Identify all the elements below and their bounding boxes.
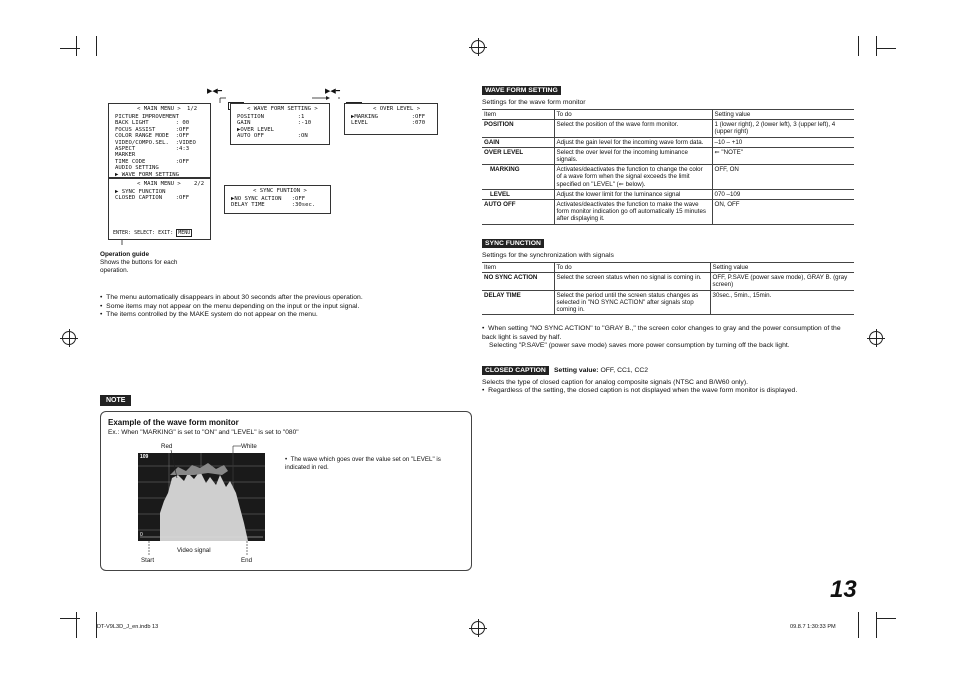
sync-function-header: SYNC FUNCTION bbox=[482, 239, 544, 248]
main-menu-page: 2/2 bbox=[194, 181, 205, 187]
callout-lines bbox=[101, 412, 471, 570]
scale-top: 109 bbox=[140, 454, 149, 460]
sync-bullet: • When setting "NO SYNC ACTION" to "GRAY B.," the screen color changes to gray and the power consumption of the back light is saved by half. Selecting "P.SAVE" (power save mode) saves more power consumption by turning off the back light. bbox=[482, 325, 841, 350]
menu-line: GAIN :-10 bbox=[237, 120, 312, 127]
closed-caption-setting: Setting value: OFF, CC1, CC2 bbox=[554, 367, 649, 374]
red-label: Red bbox=[161, 443, 173, 450]
scale-bottom: 0 bbox=[140, 532, 143, 538]
footer-right: 09.8.7 1:30:33 PM bbox=[790, 624, 836, 630]
closed-caption-text: Selects the type of closed caption for analog composite signals (NTSC and B/W60 only). bbox=[482, 379, 748, 386]
menu-line: MARKER bbox=[115, 152, 136, 159]
sync-function-table bbox=[482, 262, 854, 315]
skip-icon: ▶◀━ bbox=[325, 88, 340, 95]
left-bullets bbox=[100, 294, 480, 320]
sync-caption: Settings for the synchronization with signals bbox=[482, 252, 614, 259]
table-row: NO SYNC ACTION Select the screen status when no signal is coming in. OFF, P.SAVE (power save mode), GRAY B. (gray screen) bbox=[482, 273, 854, 290]
registration-mark-icon bbox=[869, 331, 883, 345]
menu-line: VIDEO/COMPO.SEL. :VIDEO bbox=[115, 139, 196, 146]
video-signal-label: Video signal bbox=[177, 547, 211, 554]
menu-line: ASPECT :4:3 bbox=[115, 146, 190, 153]
bullet-item: • The menu automatically disappears in about 30 seconds after the previous operation. bbox=[100, 294, 363, 301]
wave-form-setting-menu bbox=[230, 103, 330, 145]
crop-mark bbox=[876, 36, 877, 56]
crop-mark bbox=[876, 48, 896, 49]
menu-line: ▶OVER LEVEL bbox=[237, 126, 275, 133]
table-header: Setting value bbox=[710, 263, 854, 273]
menu-line: AUTO OFF :ON bbox=[237, 133, 308, 140]
menu-line: ▶MARKING :OFF bbox=[351, 114, 426, 120]
crop-mark bbox=[60, 48, 80, 49]
crop-mark bbox=[96, 36, 97, 56]
over-level-menu bbox=[344, 103, 438, 135]
wave-form-table bbox=[482, 109, 854, 225]
menu-line: ▶ WAVE FORM SETTING bbox=[115, 171, 179, 178]
bullet-item: • The items controlled by the MAKE system do not appear on the menu. bbox=[100, 311, 318, 319]
over-menu-title: < OVER LEVEL > bbox=[373, 106, 421, 112]
table-row: GAIN Adjust the gain level for the incoming wave form data. –10 – +10 bbox=[482, 137, 854, 147]
operation-guide-text: Shows the buttons for each operation. bbox=[100, 259, 178, 274]
main-menu-title: < MAIN MENU > bbox=[137, 181, 181, 187]
menu-line: LEVEL :070 bbox=[351, 120, 426, 127]
note-bullet: • The wave which goes over the value set on "LEVEL" is indicated in red. bbox=[285, 456, 441, 471]
operation-guide bbox=[100, 251, 200, 275]
table-row: OVER LEVEL Select the over level for the incoming luminance signals. ⇐ "NOTE" bbox=[482, 147, 854, 164]
start-label: Start bbox=[141, 557, 155, 564]
note-subtitle: Ex.: When "MARKING" is set to "ON" and "LEVEL" is set to "080" bbox=[108, 429, 299, 436]
note-box bbox=[100, 411, 472, 571]
menu-line: TIME CODE :OFF bbox=[115, 158, 190, 165]
table-row: POSITION Select the position of the wave form monitor. 1 (lower right), 2 (lower left), 3 (upper left), 4 (upper right) bbox=[482, 120, 854, 137]
main-menu-page-2 bbox=[108, 178, 211, 240]
registration-mark-icon bbox=[62, 331, 76, 345]
main-menu-title: < MAIN MENU > bbox=[137, 106, 181, 112]
table-row: DELAY TIME Select the period until the screen status changes as selected in "NO SYNC ACTION" after signals stop coming in. 30sec., 5min., 15min. bbox=[482, 290, 854, 315]
main-menu-page: 1/2 bbox=[187, 106, 198, 112]
page-number: 13 bbox=[830, 576, 857, 603]
registration-mark-icon bbox=[471, 40, 485, 54]
table-row: LEVEL Adjust the lower limit for the luminance signal 070 –109 bbox=[482, 189, 854, 199]
table-header: Item bbox=[482, 110, 554, 120]
table-row: AUTO OFF Activates/deactivates the function to make the wave form monitor indication go off automatically 15 minutes after displaying it. ON, OFF bbox=[482, 200, 854, 225]
menu-line: COLOR RANGE MODE :OFF bbox=[115, 133, 190, 140]
table-header-row bbox=[482, 110, 854, 120]
menu-line: POSITION :1 bbox=[237, 114, 305, 120]
wave-menu-title: < WAVE FORM SETTING > bbox=[247, 106, 318, 112]
menu-footer: ENTER: SELECT: EXIT: MENU bbox=[113, 230, 191, 236]
registration-mark-icon bbox=[471, 621, 485, 635]
crop-mark bbox=[858, 612, 859, 638]
menu-line: BACK LIGHT : 00 bbox=[115, 120, 190, 127]
note-label: NOTE bbox=[100, 395, 131, 406]
menu-line: ▶ SYNC FUNCTION bbox=[115, 189, 166, 195]
crop-mark bbox=[76, 612, 77, 638]
footer-left: DT-V9L3D_J_en.indb 13 bbox=[97, 624, 159, 630]
menu-line: FOCUS ASSIST :OFF bbox=[115, 126, 190, 133]
crop-mark bbox=[876, 618, 896, 619]
table-header: To do bbox=[554, 110, 712, 120]
end-label: End bbox=[241, 557, 253, 564]
menu-line: CLOSED CAPTION :OFF bbox=[115, 195, 190, 202]
table-header: To do bbox=[554, 263, 710, 273]
menu-line: ▶NO SYNC ACTION :OFF bbox=[231, 196, 306, 202]
crop-mark bbox=[76, 36, 77, 56]
crop-mark bbox=[858, 36, 859, 56]
menu-line: AUDIO SETTING bbox=[115, 165, 159, 172]
sync-menu-title: < SYNC FUNTION > bbox=[253, 188, 307, 194]
wave-form-setting-header: WAVE FORM SETTING bbox=[482, 86, 561, 95]
closed-caption-bullet: • Regardless of the setting, the closed caption is not displayed when the wave form monitor is displayed. bbox=[482, 387, 798, 394]
table-header: Setting value bbox=[712, 110, 854, 120]
closed-caption-header: CLOSED CAPTION bbox=[482, 366, 549, 375]
operation-guide-title: Operation guide bbox=[100, 251, 149, 258]
white-label: White bbox=[241, 443, 257, 450]
skip-icon: ▶◀━ bbox=[207, 88, 222, 95]
sync-function-menu bbox=[224, 185, 331, 214]
wave-caption: Settings for the wave form monitor bbox=[482, 99, 586, 106]
note-title: Example of the wave form monitor bbox=[108, 418, 239, 427]
crop-mark bbox=[60, 618, 80, 619]
table-header-row bbox=[482, 263, 854, 273]
menu-line: DELAY TIME :30sec. bbox=[231, 202, 316, 209]
menu-line: PICTURE IMPROVEMENT bbox=[115, 114, 179, 120]
table-row: MARKING Activates/deactivates the function to change the color of a wave form when the signal exceeds the limit specified on "LEVEL" (⇐ below). OFF, ON bbox=[482, 165, 854, 190]
crop-mark bbox=[876, 612, 877, 638]
table-header: Item bbox=[482, 263, 554, 273]
main-menu-page-1 bbox=[108, 103, 211, 178]
bullet-item: • Some items may not appear on the menu depending on the input or the input signal. bbox=[100, 302, 360, 310]
